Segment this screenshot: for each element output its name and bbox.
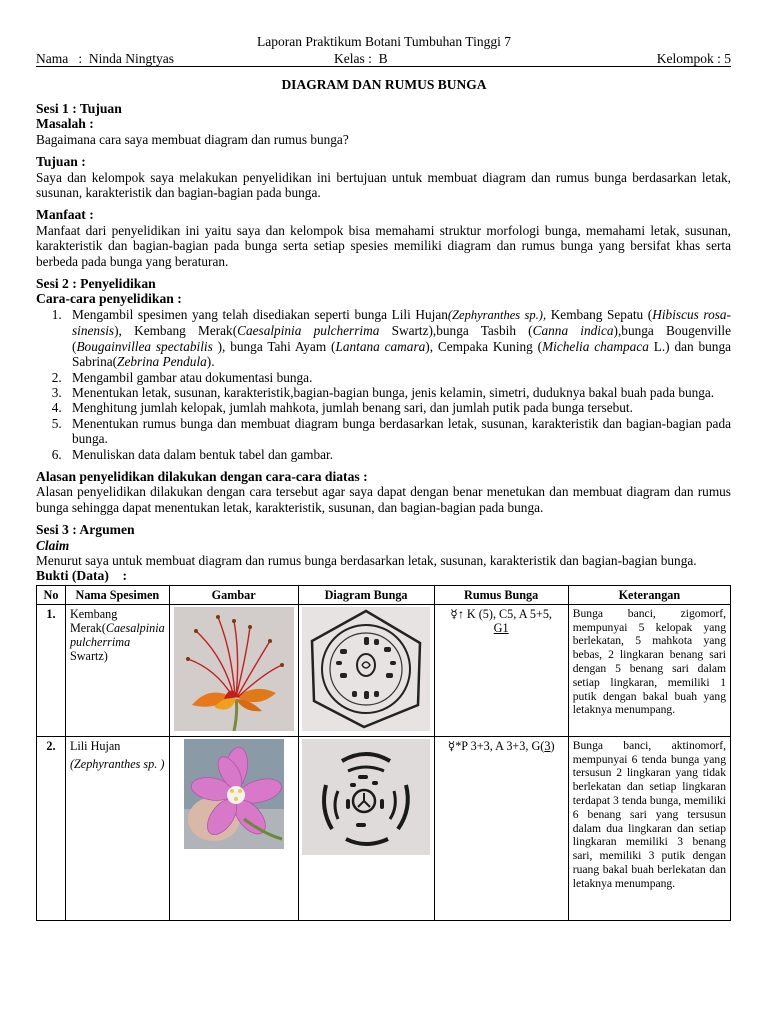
table-row: [37, 604, 731, 736]
claim-label: Claim: [36, 537, 70, 553]
class-label: Kelas : B: [334, 51, 388, 66]
procedure-list: [65, 307, 731, 462]
flower-formula: ☿↑ K (5), C5, A 5+5, G1: [434, 604, 568, 736]
report-header-title: Laporan Praktikum Botani Tumbuhan Tinggi 7: [257, 34, 511, 49]
masalah-text: Bagaimana cara saya membuat diagram dan rumus bunga?: [36, 131, 349, 147]
group-label: Kelompok : 5: [656, 51, 731, 66]
cara-heading: Cara-cara penyelidikan :: [36, 291, 182, 307]
specimen-name: Kembang Merak(Caesalpinia pulcherrima Swartz): [65, 604, 169, 736]
zephyranthes-diagram-image: [302, 739, 430, 855]
document-title: DIAGRAM DAN RUMUS BUNGA: [281, 77, 487, 92]
manfaat-text: Manfaat dari penyelidikan ini yaitu saya dan kelompok bisa memahami struktur morfologi bunga, memahami letak, susunan, karakteristik dan bagian-bagian pada bunga serta setiap spesies memiliki diagram dan rumus bunga yang bersifat khas serta berbeda pada bunga yang beraturan.: [36, 222, 731, 269]
procedure-step: 4. Menghitung jumlah kelopak, jumlah mahkota, jumlah benang sari, dan jumlah putik pada bunga tersebut.: [65, 400, 731, 415]
col-keterangan: Keterangan: [568, 585, 730, 604]
description: Bunga banci, zigomorf, mempunyai 5 kelopak yang berlekatan, 5 mahkota yang bebas, 2 lingkaran benang sari dengan 5 benang sari dalam setiap lingkaran, memiliki 1 putik dengan bakal buah yang letaknya menumpang.: [568, 604, 730, 736]
col-nama: Nama Spesimen: [65, 585, 169, 604]
sesi1-heading: Sesi 1 : Tujuan: [36, 101, 122, 116]
flower-diagram-cell: [298, 736, 434, 920]
specimen-photo-cell: [169, 736, 298, 920]
flower-formula: ☿*P 3+3, A 3+3, G(3): [434, 736, 568, 920]
tujuan-heading: Tujuan :: [36, 154, 86, 170]
table-row: [37, 736, 731, 920]
row-number: 1.: [37, 604, 66, 736]
procedure-step: 1. Mengambil spesimen yang telah disediakan seperti bunga Lili Hujan(Zephyranthes sp.), Kembang Sepatu (Hibiscus rosa-sinensis), Kembang Merak(Caesalpinia pulcherrima Swartz),bunga Tasbih (Canna indica),bunga Bougenville (Bougainvillea spectabilis ), bunga Tahi Ayam (Lantana camara), Cempaka Kuning (Michelia champaca L.) dan bunga Sabrina(Zebrina Pendula).: [65, 307, 731, 370]
sesi2-heading: Sesi 2 : Penyelidikan: [36, 276, 156, 292]
procedure-step: 6. Menuliskan data dalam bentuk tabel dan gambar.: [65, 447, 731, 462]
specimen-photo-cell: [169, 604, 298, 736]
masalah-heading: Masalah :: [36, 116, 94, 132]
procedure-step: 2. Mengambil gambar atau dokumentasi bunga.: [65, 370, 731, 385]
caesalpinia-diagram-image: [302, 607, 430, 731]
sesi3-heading: Sesi 3 : Argumen: [36, 522, 135, 538]
row-number: 2.: [37, 736, 66, 920]
claim-text: Menurut saya untuk membuat diagram dan rumus bunga berdasarkan letak, susunan, karakteristik dan bagian-bagian bunga.: [36, 552, 697, 568]
bukti-heading: Bukti (Data) :: [36, 568, 128, 584]
manfaat-heading: Manfaat :: [36, 207, 94, 223]
flower-diagram-cell: [298, 604, 434, 736]
alasan-text: Alasan penyelidikan dilakukan dengan cara tersebut agar saya dapat dengan benar menetukan dan membuat diagram dan rumus bunga sehingga dapat menentukan letak, karakteristik, susunan, dan bagian-bagian pada bunga.: [36, 484, 731, 515]
table-header-row: [37, 585, 731, 604]
student-name: Nama : Ninda Ningtyas: [36, 51, 174, 66]
procedure-step: 3. Menentukan letak, susunan, karakteristik,bagian-bagian bunga, jenis kelamin, simetri, duduknya bakal buah pada bunga.: [65, 385, 731, 400]
col-rumus: Rumus Bunga: [434, 585, 568, 604]
document-body: [36, 101, 731, 921]
specimen-name: Lili Hujan (Zephyranthes sp. ): [65, 736, 169, 920]
tujuan-text: Saya dan kelompok saya melakukan penyelidikan ini bertujuan untuk membuat diagram dan rumus bunga berdasarkan letak, susunan, karakteristik dan bagian-bagian pada bunga.: [36, 169, 731, 201]
procedure-step: 5. Menentukan rumus bunga dan membuat diagram bunga berdasarkan letak, susunan, karakteristik dan bagian-bagian pada bunga.: [65, 416, 731, 447]
col-gambar: Gambar: [169, 585, 298, 604]
alasan-heading: Alasan penyelidikan dilakukan dengan cara-cara diatas :: [36, 468, 368, 484]
col-diagram: Diagram Bunga: [298, 585, 434, 604]
caesalpinia-flower-photo: [174, 607, 294, 731]
identity-row: [36, 51, 731, 67]
description: Bunga banci, aktinomorf, mempunyai 6 tenda bunga yang tersusun 2 lingkaran yang tidak berlekatan dan setiap lingkaran terdapat 3 tenda bunga, memiliki 6 benang sari yang tersusun dalam dua lingkaran dan setiap lingkaran memiliki 3 benang sari, memiliki 3 putik dengan ruang bakal buah berlekatan dan letaknya menumpang.: [568, 736, 730, 920]
zephyranthes-flower-photo: [184, 739, 284, 849]
evidence-table: [36, 585, 731, 921]
col-no: No: [37, 585, 66, 604]
